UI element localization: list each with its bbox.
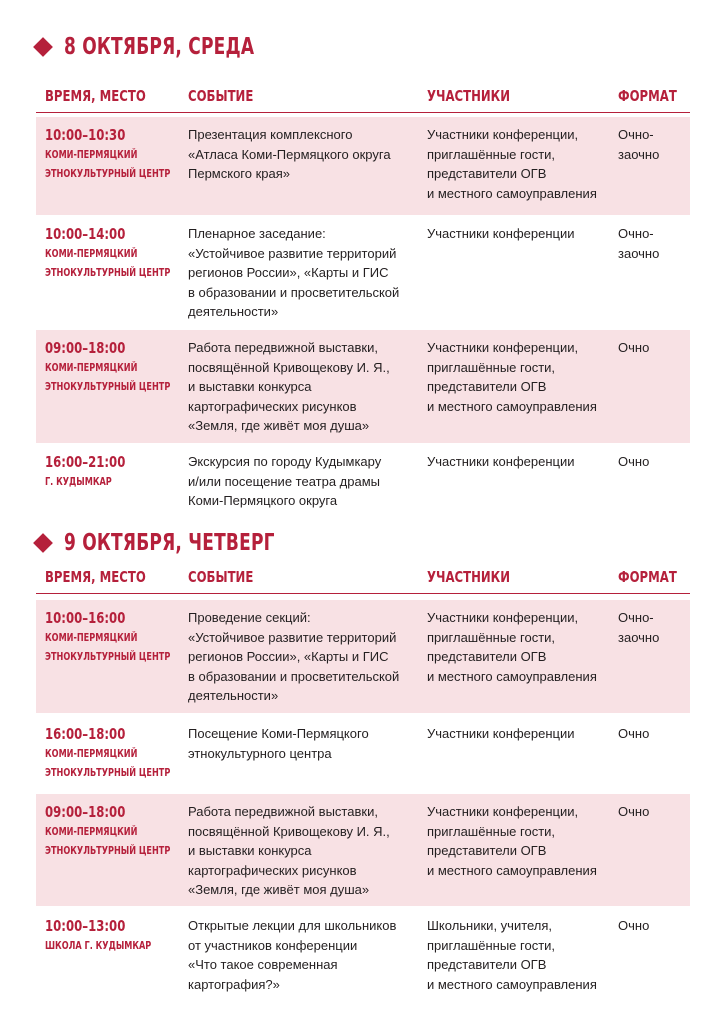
time-place-cell: [45, 224, 185, 282]
header-event: СОБЫТИЕ: [188, 87, 254, 105]
event-line: посвящённой Кривощекову И. Я.,: [188, 823, 390, 839]
place-line: КОМИ-ПЕРМЯЦКИЙ: [45, 747, 138, 760]
event-line: «Земля, где живёт моя душа»: [188, 882, 370, 897]
participants-line: и местного самоуправления: [427, 976, 597, 992]
diamond-icon: [33, 37, 53, 57]
event-line: Проведение секций:: [188, 610, 311, 625]
participants-line: и местного самоуправления: [427, 668, 597, 684]
participants-cell: [427, 224, 617, 244]
participants-line: приглашённые гости,: [427, 937, 556, 953]
participants-cell: [427, 338, 617, 416]
day-title-text: 9 ОКТЯБРЯ, ЧЕТВЕРГ: [64, 530, 275, 556]
table-header: [36, 79, 690, 113]
event-line: и/или посещение театра драмы: [188, 473, 380, 489]
event-cell: [188, 224, 424, 322]
format-line: Очно-: [618, 127, 654, 142]
event-line: посвящённой Кривощекову И. Я.,: [188, 359, 390, 375]
participants-line: приглашённые гости,: [427, 359, 556, 375]
format-line: Очно: [618, 726, 650, 741]
event-line: «Что такое современная: [188, 957, 338, 972]
participants-line: Участники конференции,: [427, 804, 579, 819]
participants-line: и местного самоуправления: [427, 862, 597, 878]
format-line: заочно: [618, 245, 660, 261]
time-place-cell: [45, 125, 185, 183]
format-line: Очно-: [618, 610, 654, 625]
place-line: КОМИ-ПЕРМЯЦКИЙ: [45, 631, 138, 644]
event-line: Экскурсия по городу Кудымкару: [188, 454, 382, 469]
event-line: картографических рисунков: [188, 398, 357, 414]
event-cell: [188, 338, 424, 436]
header-participants: УЧАСТНИКИ: [427, 87, 511, 105]
event-line: деятельности»: [188, 688, 279, 703]
format-cell: [618, 916, 688, 936]
participants-cell: [427, 452, 617, 472]
place-line: ЭТНОКУЛЬТУРНЫЙ ЦЕНТР: [45, 844, 171, 857]
event-line: в образовании и просветительской: [188, 668, 400, 684]
time: 10:00–13:00: [45, 917, 126, 935]
time-place-cell: [45, 338, 185, 396]
participants-line: Участники конференции: [427, 726, 575, 741]
header-format: ФОРМАТ: [618, 87, 677, 105]
event-cell: [188, 608, 424, 706]
participants-line: представители ОГВ: [427, 957, 547, 972]
header-time: ВРЕМЯ, МЕСТО: [45, 87, 146, 105]
participants-line: представители ОГВ: [427, 166, 547, 181]
day-title-text: 8 ОКТЯБРЯ, СРЕДА: [64, 34, 255, 60]
place-line: ЭТНОКУЛЬТУРНЫЙ ЦЕНТР: [45, 650, 171, 663]
table-row: [36, 600, 690, 713]
participants-cell: [427, 916, 617, 994]
event-line: и выставки конкурса: [188, 843, 312, 858]
day-title: [36, 32, 321, 62]
format-line: заочно: [618, 146, 660, 162]
event-line: Открытые лекции для школьников: [188, 918, 397, 933]
event-line: деятельности»: [188, 304, 279, 319]
participants-line: и местного самоуправления: [427, 398, 597, 414]
participants-cell: [427, 608, 617, 686]
time-place-cell: [45, 802, 185, 860]
table-header: [36, 560, 690, 594]
event-line: регионов России», «Карты и ГИС: [188, 649, 389, 664]
event-line: «Земля, где живёт моя душа»: [188, 418, 370, 433]
table-row: [36, 444, 690, 516]
event-line: Работа передвижной выставки,: [188, 804, 378, 819]
time-place-cell: [45, 724, 185, 782]
event-line: Презентация комплексного: [188, 127, 353, 142]
event-line: регионов России», «Карты и ГИС: [188, 265, 389, 280]
event-line: Работа передвижной выставки,: [188, 340, 378, 355]
time-place-cell: [45, 452, 185, 491]
place-line: Г. КУДЫМКАР: [45, 475, 112, 488]
participants-line: Участники конференции,: [427, 127, 579, 142]
place-line: ШКОЛА Г. КУДЫМКАР: [45, 939, 152, 952]
format-line: Очно: [618, 804, 650, 819]
participants-line: Участники конференции: [427, 454, 575, 469]
format-line: заочно: [618, 629, 660, 645]
format-cell: [618, 338, 688, 358]
format-cell: [618, 224, 688, 263]
participants-line: представители ОГВ: [427, 649, 547, 664]
format-line: Очно: [618, 918, 650, 933]
event-line: Пермского края»: [188, 166, 291, 181]
table-row: [36, 908, 690, 1018]
participants-line: приглашённые гости,: [427, 146, 556, 162]
place-line: КОМИ-ПЕРМЯЦКИЙ: [45, 825, 138, 838]
format-cell: [618, 802, 688, 822]
event-cell: [188, 724, 424, 763]
format-line: Очно: [618, 454, 650, 469]
place-line: ЭТНОКУЛЬТУРНЫЙ ЦЕНТР: [45, 766, 171, 779]
time: 10:00–14:00: [45, 225, 126, 243]
event-line: «Устойчивое развитие территорий: [188, 629, 397, 645]
event-cell: [188, 802, 424, 900]
event-line: и выставки конкурса: [188, 379, 312, 394]
place-line: ЭТНОКУЛЬТУРНЫЙ ЦЕНТР: [45, 167, 171, 180]
place-line: ЭТНОКУЛЬТУРНЫЙ ЦЕНТР: [45, 380, 171, 393]
format-cell: [618, 125, 688, 164]
event-line: картография?»: [188, 976, 280, 992]
time: 09:00–18:00: [45, 339, 126, 357]
place-line: КОМИ-ПЕРМЯЦКИЙ: [45, 247, 138, 260]
place-line: КОМИ-ПЕРМЯЦКИЙ: [45, 148, 138, 161]
header-event: СОБЫТИЕ: [188, 568, 254, 586]
event-cell: [188, 125, 424, 184]
table-row: [36, 716, 690, 792]
participants-line: представители ОГВ: [427, 379, 547, 394]
event-line: Коми-Пермяцкого округа: [188, 493, 338, 508]
format-line: Очно: [618, 340, 650, 355]
participants-line: приглашённые гости,: [427, 629, 556, 645]
table-row: [36, 794, 690, 906]
format-cell: [618, 452, 688, 472]
table-row: [36, 216, 690, 329]
participants-line: Участники конференции: [427, 226, 575, 241]
place-line: КОМИ-ПЕРМЯЦКИЙ: [45, 361, 138, 374]
event-line: этнокультурного центра: [188, 745, 332, 761]
event-cell: [188, 916, 424, 994]
event-line: Посещение Коми-Пермяцкого: [188, 726, 369, 741]
format-line: Очно-: [618, 226, 654, 241]
participants-cell: [427, 125, 617, 203]
participants-cell: [427, 802, 617, 880]
participants-line: Участники конференции,: [427, 610, 579, 625]
participants-line: Участники конференции,: [427, 340, 579, 355]
time: 10:00–16:00: [45, 609, 126, 627]
event-line: от участников конференции: [188, 937, 358, 953]
event-line: «Атласа Коми-Пермяцкого округа: [188, 146, 391, 162]
time: 09:00–18:00: [45, 803, 126, 821]
header-participants: УЧАСТНИКИ: [427, 568, 511, 586]
table-row: [36, 330, 690, 443]
diamond-icon: [33, 533, 53, 553]
format-cell: [618, 608, 688, 647]
time: 16:00–21:00: [45, 453, 126, 471]
event-line: Пленарное заседание:: [188, 226, 326, 241]
header-format: ФОРМАТ: [618, 568, 677, 586]
time-place-cell: [45, 608, 185, 666]
time-place-cell: [45, 916, 185, 955]
place-line: ЭТНОКУЛЬТУРНЫЙ ЦЕНТР: [45, 266, 171, 279]
event-line: в образовании и просветительской: [188, 284, 400, 300]
day-title: [36, 528, 349, 558]
table-row: [36, 117, 690, 215]
time: 10:00–10:30: [45, 126, 126, 144]
participants-line: приглашённые гости,: [427, 823, 556, 839]
header-time: ВРЕМЯ, МЕСТО: [45, 568, 146, 586]
event-line: «Устойчивое развитие территорий: [188, 245, 397, 261]
participants-cell: [427, 724, 617, 744]
format-cell: [618, 724, 688, 744]
time: 16:00–18:00: [45, 725, 126, 743]
event-cell: [188, 452, 424, 511]
participants-line: представители ОГВ: [427, 843, 547, 858]
participants-line: и местного самоуправления: [427, 185, 597, 201]
event-line: картографических рисунков: [188, 862, 357, 878]
participants-line: Школьники, учителя,: [427, 918, 553, 933]
